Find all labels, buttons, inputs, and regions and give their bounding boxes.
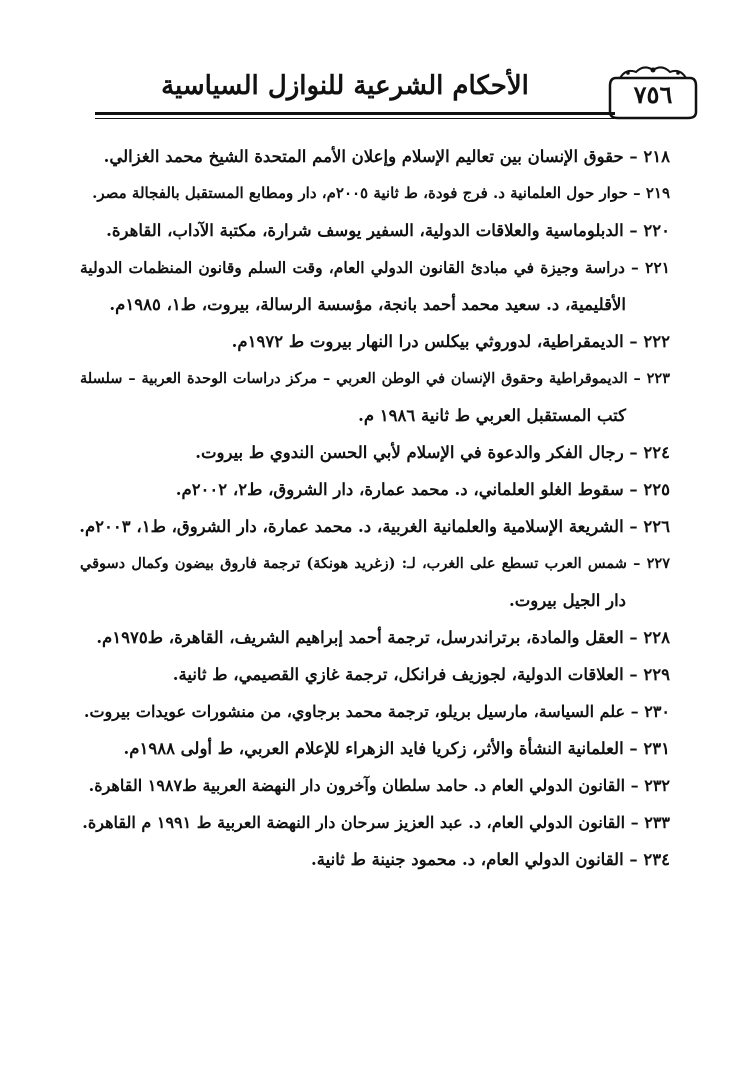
reference-item-228: ٢٢٨ – العقل والمادة، برتراندرسل، ترجمة أحمد إبراهيم الشريف، القاهرة، ط١٩٧٥م. [96,628,670,647]
page-number: ٧٥٦ [633,80,673,109]
header-rule [95,112,615,115]
page-header [95,62,700,124]
reference-item-219: ٢١٩ – حوار حول العلمانية د. فرج فودة، ط ثانية ٢٠٠٥م، دار ومطابع المستقبل بالفجالة مصر. [92,184,670,202]
reference-item-221-continued: الأقليمية، د. سعيد محمد أحمد بانجة، مؤسسة الرسالة، بيروت، ط١، ١٩٨٥م. [109,295,626,314]
reference-item-224: ٢٢٤ – رجال الفكر والدعوة في الإسلام لأبي الحسن الندوي ط بيروت. [195,443,670,462]
reference-item-222: ٢٢٢ – الديمقراطية، لدوروثي بيكلس درا النهار بيروت ط ١٩٧٢م. [231,332,670,351]
reference-item-231: ٢٣١ – العلمانية النشأة والأثر، زكريا فايد الزهراء للإعلام العربي، ط أولى ١٩٨٨م. [123,739,670,758]
reference-item-229: ٢٢٩ – العلاقات الدولية، لجوزيف فرانكل، ترجمة غازي القصيمي، ط ثانية. [172,665,670,684]
reference-item-223: ٢٢٣ – الديموقراطية وحقوق الإنسان في الوطن العربي – مركز دراسات الوحدة العربية – سلسلة [80,370,670,387]
reference-item-226: ٢٢٦ – الشريعة الإسلامية والعلمانية الغربية، د. محمد عمارة، دار الشروق، ط١، ٢٠٠٣م. [79,517,670,536]
reference-item-234: ٢٣٤ – القانون الدولي العام، د. محمود جنينة ط ثانية. [311,850,670,869]
reference-item-221: ٢٢١ – دراسة وجيزة في مبادئ القانون الدولي العام، وقت السلم وقانون المنظمات الدولية [80,258,670,277]
reference-item-218: ٢١٨ – حقوق الإنسان بين تعاليم الإسلام وإعلان الأمم المتحدة الشيخ محمد الغزالي. [103,147,670,166]
reference-item-225: ٢٢٥ – سقوط الغلو العلماني، د. محمد عمارة، دار الشروق، ط٢، ٢٠٠٢م. [175,480,670,499]
reference-item-230: ٢٣٠ – علم السياسة، مارسيل بريلو، ترجمة محمد برجاوي، من منشورات عويدات بيروت. [83,702,670,721]
reference-item-220: ٢٢٠ – الدبلوماسية والعلاقات الدولية، السفير يوسف شرارة، مكتبة الآداب، القاهرة. [106,221,670,240]
header-rule-thin [95,118,615,119]
page-number-frame [606,64,700,108]
running-title: الأحكام الشرعية للنوازل السياسية [161,71,529,101]
reference-item-227-continued: دار الجيل بيروت. [508,591,626,610]
reference-list [80,138,670,878]
reference-item-223-continued: كتب المستقبل العربي ط ثانية ١٩٨٦ م. [358,406,626,425]
reference-item-233: ٢٣٣ – القانون الدولي العام، د. عبد العزيز سرحان دار النهضة العربية ط ١٩٩١ م القاهرة. [82,813,670,832]
reference-item-227: ٢٢٧ – شمس العرب تسطع على الغرب، لـ: (زغريد هونكة) ترجمة فاروق بيضون وكمال دسوقي [80,555,670,572]
reference-item-232: ٢٣٢ – القانون الدولي العام د. حامد سلطان وآخرون دار النهضة العربية ط١٩٨٧ القاهرة. [88,776,670,795]
